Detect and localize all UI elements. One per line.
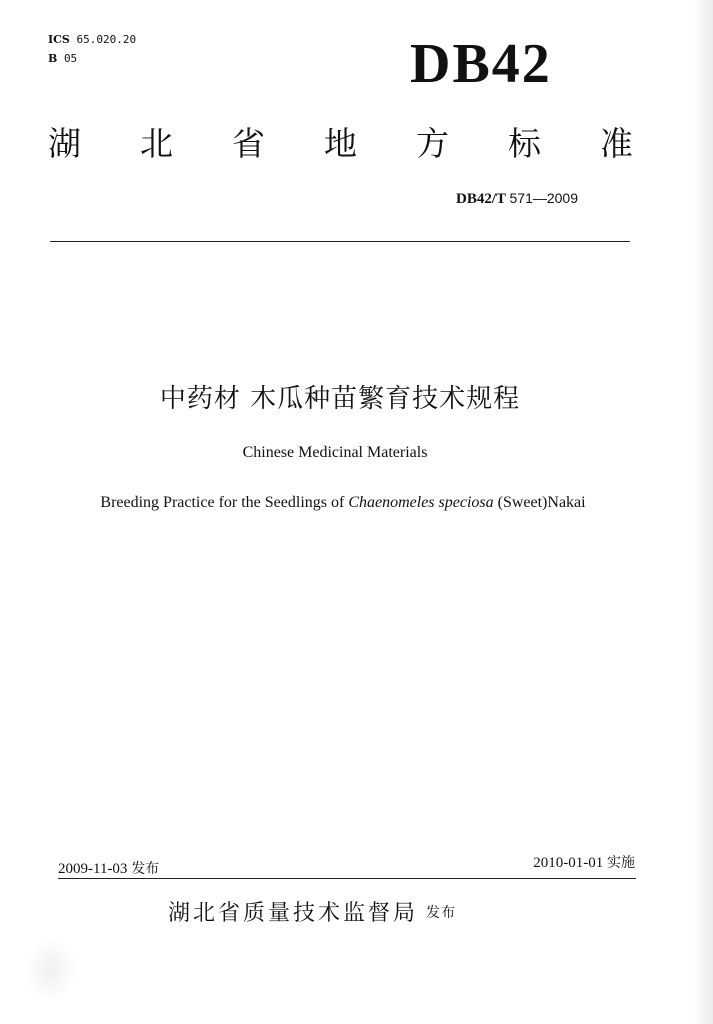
impl-date-value: 2010-01-01: [533, 855, 604, 871]
document-title-en-line2: [0, 494, 686, 512]
issue-label: 发布: [131, 861, 160, 877]
standard-number: [456, 190, 578, 208]
standard-title-char: 方: [416, 124, 449, 163]
db-code-logo: DB42: [410, 33, 552, 95]
standard-title-char: 标: [508, 124, 541, 163]
standard-title-char: 省: [232, 124, 265, 163]
implementation-date: [533, 852, 635, 872]
ics-label: ICS: [48, 33, 70, 46]
issuer-suffix: 发布: [426, 905, 457, 921]
impl-label: 实施: [607, 855, 635, 871]
ccs-label: B: [48, 52, 58, 65]
standard-title-char: 准: [600, 124, 633, 163]
title-en-post: (Sweet)Nakai: [493, 494, 586, 511]
standard-title-char: 地: [324, 124, 357, 163]
ics-code: [48, 33, 136, 46]
title-en-species: Chaenomeles speciosa: [348, 494, 494, 511]
issue-date-value: 2009-11-03: [58, 861, 128, 877]
document-title-cn: 中药材 木瓜种苗繁育技术规程: [159, 384, 521, 414]
standard-number-prefix: DB42/T: [456, 191, 506, 207]
issuing-authority: [168, 896, 456, 927]
ccs-code: [48, 52, 77, 65]
ccs-value: 05: [63, 52, 78, 65]
issue-date: [58, 858, 159, 878]
title-en-pre: Breeding Practice for the Seedlings of: [100, 494, 349, 511]
document-title-en-line1: Chinese Medicinal Materials: [242, 444, 428, 461]
standard-number-value: 571—2009: [509, 190, 579, 206]
scan-smudge: [26, 940, 76, 1000]
issuer-name: 湖北省质量技术监督局: [168, 901, 419, 926]
ics-value: 65.020.20: [76, 33, 137, 46]
page-edge-shadow: [693, 0, 713, 1024]
footer-divider: [58, 878, 636, 879]
header-divider: [50, 241, 630, 242]
standard-title-char: 湖: [48, 124, 81, 163]
standard-title-char: 北: [140, 124, 173, 163]
standard-type-title: [48, 124, 633, 164]
